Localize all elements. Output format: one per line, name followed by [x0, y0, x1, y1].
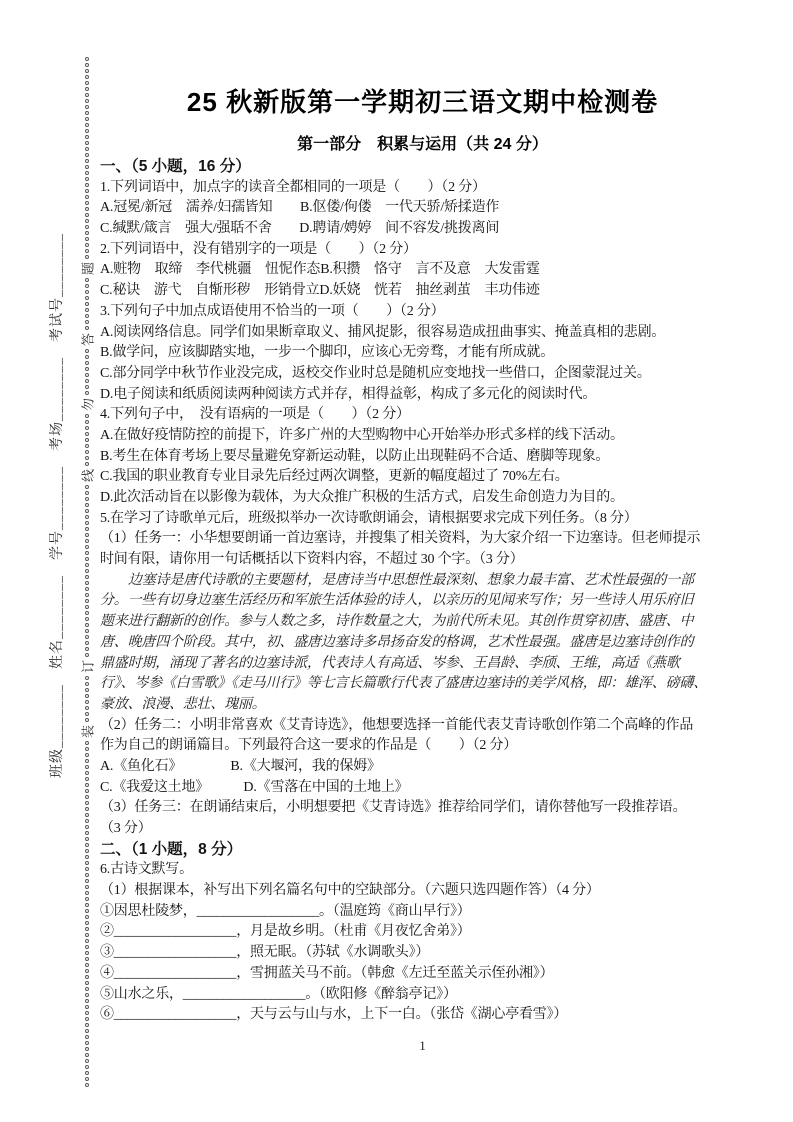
binding-dot — [85, 290, 89, 294]
binding-dot — [85, 414, 89, 418]
binding-dot — [85, 1083, 89, 1087]
text-line: 作为自己的朗诵篇目。下列最符合这一要求的作品是（ ）（2 分） — [100, 738, 518, 754]
binding-dot — [85, 509, 89, 513]
text-line: （3）任务三：在朗诵结束后，小明想要把《艾青诗选》推荐给同学们，请你替他写一段推荐语。 — [100, 800, 687, 816]
binding-dot — [85, 278, 89, 282]
binding-dot — [85, 129, 89, 133]
binding-dot — [85, 1017, 89, 1021]
binding-dot — [85, 189, 89, 193]
binding-dot — [85, 207, 89, 211]
binding-dot — [85, 123, 89, 127]
text-line: 2.下列词语中，没有错别字的一项是（ ）（2 分） — [100, 241, 417, 257]
binding-dot — [85, 284, 89, 288]
text-line: ⑥__________________，天与云与山与水，上下一白。（张岱《湖心亭看雪》） — [100, 1007, 568, 1023]
binding-dot — [85, 747, 89, 751]
section-heading: 一、（5 小题，16 分） — [100, 158, 251, 175]
binding-dot — [85, 527, 89, 531]
binding-dot — [85, 975, 89, 979]
binding-dot — [85, 1059, 89, 1063]
binding-char: 题 — [80, 262, 96, 276]
binding-dot — [85, 712, 89, 716]
binding-dot — [85, 963, 89, 967]
binding-dot — [85, 81, 89, 85]
text-line: D.此次活动旨在以影像为载体，为大众推广积极的生活方式，启发生命创造力为目的。 — [100, 490, 624, 505]
binding-char: 装 — [80, 725, 96, 739]
binding-dot — [85, 320, 89, 324]
binding-dot — [85, 438, 89, 442]
binding-dot — [85, 1005, 89, 1009]
binding-dot — [85, 765, 89, 769]
binding-dot — [85, 783, 89, 787]
text-line: B.做学问，应该脚踏实地，一步一个脚印，应该心无旁骛，才能有所成就。 — [100, 345, 555, 361]
binding-dot — [85, 249, 89, 253]
binding-dot — [85, 581, 89, 585]
binding-dot — [85, 349, 89, 353]
binding-dot — [85, 927, 89, 931]
student-info-fields: 班级________ 姓名________ 学号________ 考场________ 考试号________ — [50, 233, 65, 778]
text-line: 6.古诗文默写。 — [100, 862, 193, 878]
binding-dot — [85, 420, 89, 424]
binding-dot — [85, 569, 89, 573]
binding-dot — [85, 759, 89, 763]
text-line: C.《我爱这土地》 D.《雪落在中国的土地上》 — [100, 779, 409, 795]
binding-dot — [85, 653, 89, 657]
text-line: 鼎盛时期，涌现了著名的边塞诗派，代表诗人有高适、岑参、王昌龄、李颀、王维，高适《燕歌 — [100, 655, 680, 671]
binding-dot — [85, 1035, 89, 1039]
binding-dot — [85, 753, 89, 757]
binding-dot — [85, 255, 89, 259]
binding-dot — [85, 63, 89, 67]
text-line: （2）任务二：小明非常喜欢《艾青诗选》，他想要选择一首能代表艾青诗歌创作第二个高峰的作品 — [100, 717, 694, 733]
binding-dot — [85, 951, 89, 955]
text-line: 边塞诗是唐代诗歌的主要题材，是唐诗当中思想性最深刻、想象力最丰富、艺术性最强的一部 — [128, 572, 694, 588]
binding-char: 线 — [80, 469, 96, 483]
binding-dot — [85, 302, 89, 306]
binding-dot — [85, 69, 89, 73]
binding-dot — [85, 1047, 89, 1051]
binding-dot — [85, 515, 89, 519]
binding-dot — [85, 141, 89, 145]
binding-dot — [85, 111, 89, 115]
text-line: 题来进行翻新的创作。参与人数之多，诗作数量之大，为前代所未见。其创作贯穿初唐、盛唐、中 — [100, 614, 694, 630]
binding-dot — [85, 945, 89, 949]
binding-dot — [85, 177, 89, 181]
text-line: A.在做好疫情防控的前提下，许多广州的大型购物中心开始举办形式多样的线下活动。 — [100, 427, 624, 443]
text-line: 时间有限，请你用一句话概括以下资料内容，不超过 30 个字。（3 分） — [100, 552, 524, 568]
section-heading: 二、（1 小题，8 分） — [100, 840, 243, 858]
binding-line — [78, 56, 96, 1088]
binding-dot — [85, 771, 89, 775]
binding-dot — [85, 491, 89, 495]
binding-dot — [85, 195, 89, 199]
binding-dot — [85, 379, 89, 383]
binding-dot — [85, 1023, 89, 1027]
binding-dot — [85, 587, 89, 591]
binding-dot — [85, 373, 89, 377]
binding-dot — [85, 497, 89, 501]
binding-dot — [85, 605, 89, 609]
binding-dot — [85, 225, 89, 229]
text-line: 行》、岑参《白雪歌》《走马川行》等七言长篇歌行代表了盛唐边塞诗的美学风格，即：雄浑、磅礴、 — [100, 676, 707, 692]
binding-char: 答 — [80, 333, 96, 347]
binding-char: 勿 — [80, 398, 96, 412]
binding-dot — [85, 915, 89, 919]
text-line: ①因思杜陵梦，__________________。（温庭筠《商山早行》） — [100, 903, 471, 919]
text-line: A.《鱼化石》 B.《大堰河，我的保姆》 — [100, 758, 381, 774]
binding-dot — [85, 117, 89, 121]
content-lines — [100, 157, 748, 1026]
binding-dot — [85, 861, 89, 865]
binding-dot — [85, 617, 89, 621]
text-line: 5.在学习了诗歌单元后，班级拟举办一次诗歌朗诵会，请根据要求完成下列任务。（8 分） — [100, 510, 638, 526]
binding-dot — [85, 939, 89, 943]
binding-dot — [85, 909, 89, 913]
page-number: 1 — [419, 1038, 426, 1053]
binding-dot — [85, 837, 89, 841]
binding-dot — [85, 641, 89, 645]
binding-dot — [85, 795, 89, 799]
binding-dot — [85, 819, 89, 823]
binding-dot — [85, 355, 89, 359]
binding-dot — [85, 885, 89, 889]
text-line: C.缄默/箴言 强大/强聒不舍 D.聘请/娉婷 间不容发/挑拨离间 — [100, 221, 500, 237]
binding-dot — [85, 867, 89, 871]
part-header: 第一部分 积累与运用（共 24 分） — [297, 136, 548, 153]
exam-title: 25 秋新版第一学期初三语文期中检测卷 — [186, 87, 659, 117]
binding-dot — [85, 718, 89, 722]
binding-dot — [85, 87, 89, 91]
binding-dot — [85, 676, 89, 680]
text-line: 唐、晚唐四个阶段。其中，初、盛唐边塞诗多昂扬奋发的格调，艺术性最强。盛唐是边塞诗创作的 — [100, 634, 694, 650]
binding-dot — [85, 183, 89, 187]
text-line: D.电子阅读和纸质阅读两种阅读方式并存，相得益彰，构成了多元化的阅读时代。 — [100, 386, 597, 402]
binding-dot — [85, 296, 89, 300]
binding-dot — [85, 1071, 89, 1075]
binding-dot — [85, 879, 89, 883]
binding-char: 订 — [80, 660, 96, 674]
binding-dot — [85, 957, 89, 961]
binding-dot — [85, 789, 89, 793]
binding-dot — [85, 326, 89, 330]
binding-dot — [85, 831, 89, 835]
binding-dot — [85, 903, 89, 907]
binding-dot — [85, 623, 89, 627]
text-line: ④__________________，雪拥蓝关马不前。（韩愈《左迁至蓝关示侄孙湘》） — [100, 965, 554, 981]
text-line: 豪放、浪漫、悲壮、瑰丽。 — [100, 696, 266, 712]
text-line: 1.下列词语中，加点字的读音全都相同的一项是（ ）（2 分） — [100, 179, 486, 195]
text-line: C.我国的职业教育专业目录先后经过两次调整，更新的幅度超过了 70%左右。 — [100, 469, 569, 485]
binding-dot — [85, 993, 89, 997]
binding-dot — [85, 873, 89, 877]
binding-dot — [85, 1065, 89, 1069]
binding-dot — [85, 533, 89, 537]
binding-dot — [85, 135, 89, 139]
binding-dot — [85, 539, 89, 543]
binding-dot — [85, 629, 89, 633]
text-line: 4.下列句子中， 没有语病的一项是（ ）（2 分） — [100, 407, 410, 423]
binding-dot — [85, 635, 89, 639]
binding-dot — [85, 75, 89, 79]
text-line: A.赃物 取缔 李代桃疆 忸怩作态B.积攒 恪守 言不及意 大发雷霆 — [100, 262, 540, 278]
binding-dot — [85, 688, 89, 692]
binding-dot — [85, 231, 89, 235]
binding-dot — [85, 385, 89, 389]
binding-dot — [85, 575, 89, 579]
binding-dot — [85, 807, 89, 811]
binding-dot — [85, 503, 89, 507]
binding-dot — [85, 450, 89, 454]
binding-dot — [85, 147, 89, 151]
binding-dot — [85, 999, 89, 1003]
binding-dot — [85, 682, 89, 686]
text-line: C.部分同学中秋节作业没完成，返校交作业时总是随机应变地找一些借口，企图蒙混过关。 — [100, 365, 651, 381]
binding-dot — [85, 969, 89, 973]
binding-dot — [85, 444, 89, 448]
binding-dot — [85, 599, 89, 603]
binding-dot — [85, 557, 89, 561]
binding-dot — [85, 706, 89, 710]
binding-dot — [85, 308, 89, 312]
text-line: ②__________________，月是故乡明。（杜甫《月夜忆舍弟》） — [100, 924, 471, 940]
binding-dot — [85, 243, 89, 247]
binding-dot — [85, 213, 89, 217]
binding-dot — [85, 361, 89, 365]
binding-dot — [85, 647, 89, 651]
binding-dot — [85, 921, 89, 925]
binding-dot — [85, 456, 89, 460]
text-line: B.考生在体育考场上要尽量避免穿新运动鞋，以防止出现鞋码不合适、磨脚等现象。 — [100, 448, 610, 464]
binding-dot — [85, 933, 89, 937]
binding-dot — [85, 201, 89, 205]
binding-dot — [85, 93, 89, 97]
binding-dot — [85, 891, 89, 895]
binding-dot — [85, 391, 89, 395]
text-line: （3 分） — [100, 821, 152, 836]
binding-dot — [85, 99, 89, 103]
binding-dot — [85, 700, 89, 704]
binding-dot — [85, 219, 89, 223]
binding-dot — [85, 237, 89, 241]
binding-dot — [85, 611, 89, 615]
binding-dot — [85, 843, 89, 847]
binding-dot — [85, 897, 89, 901]
binding-dot — [85, 105, 89, 109]
binding-dot — [85, 1029, 89, 1033]
binding-dot — [85, 1077, 89, 1081]
binding-dot — [85, 593, 89, 597]
binding-dot — [85, 521, 89, 525]
binding-dot — [85, 57, 89, 61]
text-line: ③__________________，照无眠。（苏轼《水调歌头》） — [100, 945, 430, 961]
binding-dot — [85, 694, 89, 698]
binding-dot — [85, 563, 89, 567]
binding-dot — [85, 849, 89, 853]
binding-dot — [85, 987, 89, 991]
binding-dot — [85, 432, 89, 436]
binding-dot — [85, 813, 89, 817]
text-line: A.冠冕/新冠 濡养/妇孺皆知 B.伛偻/佝偻 一代天骄/矫揉造作 — [100, 200, 500, 216]
binding-dot — [85, 777, 89, 781]
binding-dot — [85, 1011, 89, 1015]
text-line: A.阅读网络信息。同学们如果断章取义、捕风捉影，很容易造成扭曲事实、掩盖真相的悲剧。 — [100, 324, 666, 340]
binding-dot — [85, 485, 89, 489]
binding-dot — [85, 801, 89, 805]
binding-dot — [85, 426, 89, 430]
binding-dot — [85, 825, 89, 829]
text-line: （1）根据课本，补写出下列名篇名句中的空缺部分。（六题只选四题作答）（4 分） — [100, 883, 600, 899]
binding-dot — [85, 545, 89, 549]
binding-dot — [85, 314, 89, 318]
binding-dot — [85, 855, 89, 859]
text-line: 分。一些有切身边塞生活经历和军旅生活体验的诗人，以亲历的见闻来写作；另一些诗人用乐府旧 — [100, 593, 694, 609]
binding-dot — [85, 1041, 89, 1045]
binding-dot — [85, 981, 89, 985]
binding-dot — [85, 171, 89, 175]
text-line: 3.下列句子中加点成语使用不恰当的一项（ ）（2 分） — [100, 303, 445, 319]
binding-dot — [85, 462, 89, 466]
text-line: （1）任务一：小华想要朗诵一首边塞诗，并搜集了相关资料，为大家介绍一下边塞诗。但老师提示 — [100, 531, 701, 547]
binding-dot — [85, 551, 89, 555]
binding-dot — [85, 1053, 89, 1057]
binding-dot — [85, 741, 89, 745]
text-line: ⑤山水之乐，__________________。（欧阳修《醉翁亭记》） — [100, 986, 457, 1002]
binding-dot — [85, 165, 89, 169]
binding-dot — [85, 153, 89, 157]
text-line: C.秘诀 游弋 自惭形秽 形销骨立D.妖娆 恍若 抽丝剥茧 丰功伟迹 — [100, 283, 540, 299]
binding-dot — [85, 159, 89, 163]
binding-dot — [85, 367, 89, 371]
